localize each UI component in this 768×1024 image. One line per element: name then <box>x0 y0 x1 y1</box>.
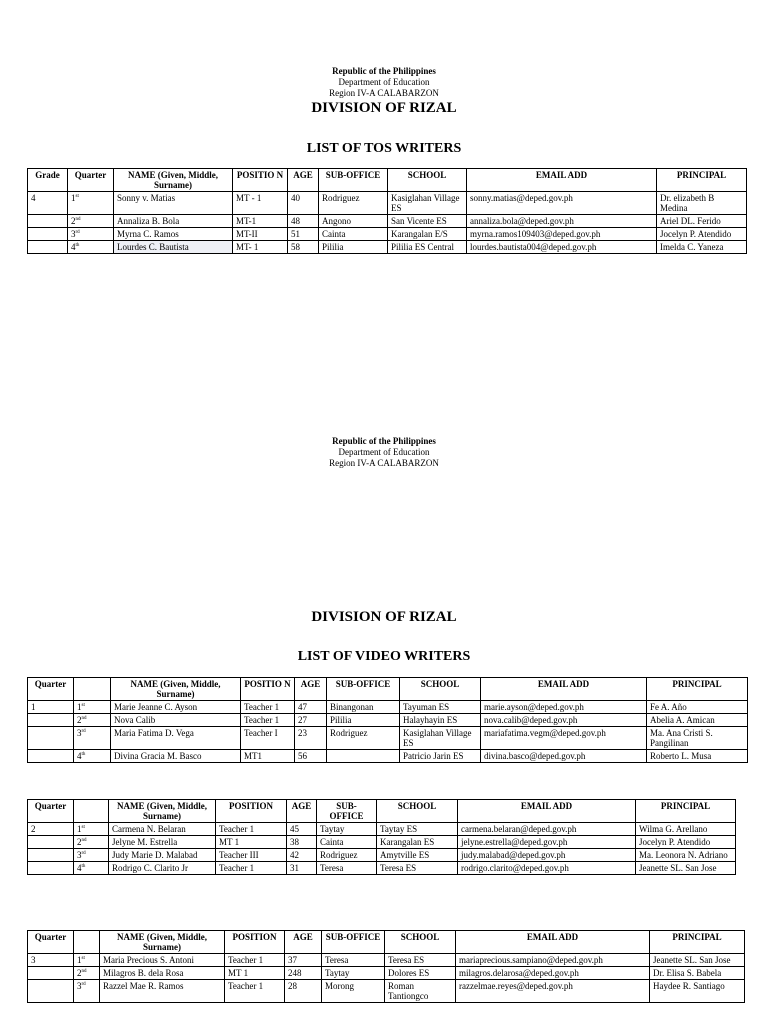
name-cell: Marie Jeanne C. Ayson <box>111 701 241 714</box>
column-header: PRINCIPAL <box>650 931 745 954</box>
video-writers-title: LIST OF VIDEO WRITERS <box>297 649 471 664</box>
age-cell: 48 <box>288 215 319 228</box>
quarter-number: 4 <box>77 863 82 873</box>
age-cell: 51 <box>288 228 319 241</box>
grade-cell <box>28 836 74 849</box>
column-header: POSITION <box>216 800 287 823</box>
sub-office-cell: Rodriguez <box>317 849 377 862</box>
column-header: SUB-OFFICE <box>317 800 377 823</box>
column-header: POSITION <box>225 931 285 954</box>
email-cell: razzelmae.reyes@deped.gov.ph <box>456 980 650 1003</box>
video-writers-table-grade1 <box>27 677 748 763</box>
table-header-row <box>28 800 736 823</box>
age-cell: 38 <box>287 836 317 849</box>
quarter-number: 3 <box>77 850 82 860</box>
quarter-number: 2 <box>77 715 82 725</box>
name-cell: Milagros B. dela Rosa <box>100 967 225 980</box>
sub-office-cell: Rodriguez <box>327 727 400 750</box>
column-header: PRINCIPAL <box>636 800 736 823</box>
age-cell: 58 <box>288 241 319 254</box>
grade-cell <box>28 849 74 862</box>
position-cell: Teacher 1 <box>225 954 285 967</box>
grade-cell: 4 <box>28 192 68 215</box>
ordinal-suffix: nd <box>75 217 81 222</box>
email-cell: divina.basco@deped.gov.ph <box>481 750 647 763</box>
table-header-row <box>28 931 745 954</box>
principal-cell: Haydee R. Santiago <box>650 980 745 1003</box>
column-header: NAME (Given, Middle, Surname) <box>114 169 233 192</box>
principal-cell: Jocelyn P. Atendido <box>636 836 736 849</box>
position-cell: MT 1 <box>225 967 285 980</box>
email-cell: milagros.delarosa@deped.gov.ph <box>456 967 650 980</box>
sub-office-cell: Pililia <box>319 241 388 254</box>
quarter-number: 3 <box>77 728 82 738</box>
table-row <box>28 241 747 254</box>
quarter-number: 1 <box>77 824 82 834</box>
quarter-cell <box>68 228 114 241</box>
quarter-number: 2 <box>71 216 76 226</box>
school-cell: Roman Tantiongco <box>385 980 456 1003</box>
sub-office-cell: Rodriguez <box>319 192 388 215</box>
quarter-cell <box>74 954 100 967</box>
table-row <box>28 823 736 836</box>
table-row <box>28 727 748 750</box>
principal-cell: Imelda C. Yaneza <box>657 241 747 254</box>
position-cell: MT 1 <box>216 836 287 849</box>
sub-office-cell: Angono <box>319 215 388 228</box>
tos-writers-table <box>27 168 747 254</box>
column-header: PRINCIPAL <box>657 169 747 192</box>
grade-cell <box>28 967 74 980</box>
quarter-cell <box>74 836 109 849</box>
quarter-cell <box>74 823 109 836</box>
school-cell: Halayhayin ES <box>400 714 481 727</box>
quarter-cell <box>68 192 114 215</box>
age-cell: 27 <box>295 714 327 727</box>
age-cell: 28 <box>285 980 322 1003</box>
quarter-cell <box>74 980 100 1003</box>
principal-cell: Dr. Elisa S. Babela <box>650 967 745 980</box>
sub-office-cell <box>327 750 400 763</box>
position-cell: Teacher 1 <box>241 714 295 727</box>
ordinal-suffix: nd <box>81 838 87 843</box>
ordinal-suffix: rd <box>75 230 80 235</box>
email-cell: lourdes.bautista004@deped.gov.ph <box>467 241 657 254</box>
grade-cell: 3 <box>28 954 74 967</box>
quarter-cell <box>74 714 111 727</box>
sub-office-cell: Taytay <box>317 823 377 836</box>
quarter-cell <box>74 727 111 750</box>
quarter-number: 2 <box>77 837 82 847</box>
table-header-row <box>28 169 747 192</box>
sub-office-cell: Cainta <box>319 228 388 241</box>
column-header: Quarter <box>68 169 114 192</box>
position-cell: Teacher I <box>241 727 295 750</box>
name-cell: Nova Calib <box>111 714 241 727</box>
table-row <box>28 701 748 714</box>
age-cell: 37 <box>285 954 322 967</box>
quarter-cell <box>74 862 109 875</box>
ordinal-suffix: rd <box>81 851 86 856</box>
ordinal-suffix: th <box>81 864 86 869</box>
column-header: Grade <box>28 169 68 192</box>
column-header: EMAIL ADD <box>467 169 657 192</box>
name-cell: Maria Fatima D. Vega <box>111 727 241 750</box>
table-row <box>28 714 748 727</box>
name-cell: Myrna C. Ramos <box>114 228 233 241</box>
republic-line: Republic of the Philippines <box>332 436 436 446</box>
position-cell: MT-II <box>233 228 288 241</box>
sub-office-cell: Cainta <box>317 836 377 849</box>
table-row <box>28 215 747 228</box>
table-row <box>28 967 745 980</box>
sub-office-cell: Teresa <box>322 954 385 967</box>
grade-cell <box>28 215 68 228</box>
email-cell: myrna.ramos109403@deped.gov.ph <box>467 228 657 241</box>
column-header: POSITIO N <box>233 169 288 192</box>
column-header: PRINCIPAL <box>647 678 748 701</box>
region-line: Region IV-A CALABARZON <box>329 458 439 468</box>
ordinal-suffix: th <box>75 243 80 248</box>
school-cell: Dolores ES <box>385 967 456 980</box>
tos-writers-title: LIST OF TOS WRITERS <box>306 141 462 156</box>
column-header: SUB-OFFICE <box>319 169 388 192</box>
email-cell: annaliza.bola@deped.gov.ph <box>467 215 657 228</box>
quarter-number: 1 <box>77 955 82 965</box>
document-header <box>0 66 768 117</box>
sub-office-cell: Teresa <box>317 862 377 875</box>
ordinal-suffix: st <box>81 956 85 961</box>
principal-cell: Jeanette SL. San Jose <box>650 954 745 967</box>
name-cell: Sonny v. Matias <box>114 192 233 215</box>
school-cell: Taytay ES <box>377 823 458 836</box>
email-cell: rodrigo.clarito@deped.gov.ph <box>458 862 636 875</box>
age-cell: 56 <box>295 750 327 763</box>
age-cell: 45 <box>287 823 317 836</box>
principal-cell: Jocelyn P. Atendido <box>657 228 747 241</box>
quarter-number: 3 <box>71 229 76 239</box>
table-row <box>28 954 745 967</box>
principal-cell: Roberto L. Musa <box>647 750 748 763</box>
ordinal-suffix: th <box>81 752 86 757</box>
email-cell: nova.calib@deped.gov.ph <box>481 714 647 727</box>
name-cell: Rodrigo C. Clarito Jr <box>109 862 216 875</box>
school-cell: Karangalan E/S <box>388 228 467 241</box>
email-cell: jelyne.estrella@deped.gov.ph <box>458 836 636 849</box>
table-row <box>28 228 747 241</box>
principal-cell: Abelia A. Amican <box>647 714 748 727</box>
position-cell: MT- 1 <box>233 241 288 254</box>
ordinal-suffix: rd <box>81 982 86 987</box>
name-cell: Annaliza B. Bola <box>114 215 233 228</box>
sub-office-cell: Binangonan <box>327 701 400 714</box>
column-header: SCHOOL <box>388 169 467 192</box>
video-writers-table-grade2 <box>27 799 736 875</box>
quarter-number: 4 <box>77 751 82 761</box>
school-cell: San Vicente ES <box>388 215 467 228</box>
republic-line: Republic of the Philippines <box>332 66 436 76</box>
name-cell: Maria Precious S. Antoni <box>100 954 225 967</box>
grade-cell <box>28 228 68 241</box>
age-cell: 248 <box>285 967 322 980</box>
column-header: NAME (Given, Middle, Surname) <box>109 800 216 823</box>
sub-office-cell: Pililia <box>327 714 400 727</box>
department-line: Department of Education <box>338 447 430 457</box>
column-header: EMAIL ADD <box>481 678 647 701</box>
quarter-number: 4 <box>71 242 76 252</box>
principal-cell: Fe A. Año <box>647 701 748 714</box>
column-header: NAME (Given, Middle, Surname) <box>100 931 225 954</box>
school-cell: Pililia ES Central <box>388 241 467 254</box>
column-header: NAME (Given, Middle, Surname) <box>111 678 241 701</box>
column-header: AGE <box>295 678 327 701</box>
principal-cell: Wilma G. Arellano <box>636 823 736 836</box>
column-header: POSITIO N <box>241 678 295 701</box>
table-row <box>28 836 736 849</box>
table-row <box>28 192 747 215</box>
column-header: EMAIL ADD <box>458 800 636 823</box>
email-cell: carmena.belaran@deped.gov.ph <box>458 823 636 836</box>
principal-cell: Jeanette SL. San Jose <box>636 862 736 875</box>
quarter-number: 3 <box>77 981 82 991</box>
quarter-number: 1 <box>71 193 76 203</box>
quarter-cell <box>68 215 114 228</box>
school-cell: Kasiglahan Village ES <box>400 727 481 750</box>
quarter-cell <box>74 849 109 862</box>
name-cell: Judy Marie D. Malabad <box>109 849 216 862</box>
column-header: SCHOOL <box>385 931 456 954</box>
quarter-cell <box>74 750 111 763</box>
name-cell: Jelyne M. Estrella <box>109 836 216 849</box>
table-row <box>28 849 736 862</box>
school-cell: Tayuman ES <box>400 701 481 714</box>
grade-cell <box>28 714 74 727</box>
table-row <box>28 980 745 1003</box>
grade-cell <box>28 727 74 750</box>
position-cell: Teacher III <box>216 849 287 862</box>
table-row <box>28 862 736 875</box>
column-header: AGE <box>287 800 317 823</box>
sub-office-cell: Morong <box>322 980 385 1003</box>
division-title: DIVISION OF RIZAL <box>311 100 457 116</box>
school-cell: Kasiglahan Village ES <box>388 192 467 215</box>
grade-cell: 1 <box>28 701 74 714</box>
grade-cell <box>28 750 74 763</box>
principal-cell: Ma. Ana Cristi S. Pangilinan <box>647 727 748 750</box>
email-cell: mariafatima.vegm@deped.gov.ph <box>481 727 647 750</box>
position-cell: MT1 <box>241 750 295 763</box>
ordinal-suffix: st <box>75 194 79 199</box>
name-cell: Razzel Mae R. Ramos <box>100 980 225 1003</box>
column-header: AGE <box>285 931 322 954</box>
position-cell: Teacher 1 <box>241 701 295 714</box>
column-header: EMAIL ADD <box>456 931 650 954</box>
ordinal-suffix: st <box>81 703 85 708</box>
age-cell: 23 <box>295 727 327 750</box>
email-cell: mariaprecious.sampiano@deped.gov.ph <box>456 954 650 967</box>
quarter-cell <box>68 241 114 254</box>
school-cell: Teresa ES <box>385 954 456 967</box>
column-header: SCHOOL <box>400 678 481 701</box>
quarter-number: 2 <box>77 968 82 978</box>
column-header: Quarter <box>28 678 74 701</box>
age-cell: 42 <box>287 849 317 862</box>
table-row <box>28 750 748 763</box>
position-cell: MT - 1 <box>233 192 288 215</box>
document-header-2 <box>0 436 768 469</box>
position-cell: Teacher 1 <box>225 980 285 1003</box>
sub-office-cell: Taytay <box>322 967 385 980</box>
position-cell: MT-1 <box>233 215 288 228</box>
column-header: Quarter <box>28 931 74 954</box>
column-header: SUB-OFFICE <box>327 678 400 701</box>
column-header <box>74 800 109 823</box>
email-cell: sonny.matias@deped.gov.ph <box>467 192 657 215</box>
grade-cell: 2 <box>28 823 74 836</box>
quarter-number: 1 <box>77 702 82 712</box>
school-cell: Teresa ES <box>377 862 458 875</box>
column-header: SCHOOL <box>377 800 458 823</box>
position-cell: Teacher 1 <box>216 862 287 875</box>
email-cell: marie.ayson@deped.gov.ph <box>481 701 647 714</box>
grade-cell <box>28 862 74 875</box>
quarter-cell <box>74 967 100 980</box>
ordinal-suffix: st <box>81 825 85 830</box>
name-cell: Lourdes C. Bautista <box>114 241 233 254</box>
column-header: AGE <box>288 169 319 192</box>
table-header-row <box>28 678 748 701</box>
department-line: Department of Education <box>338 77 430 87</box>
column-header <box>74 678 111 701</box>
school-cell: Karangalan ES <box>377 836 458 849</box>
quarter-cell <box>74 701 111 714</box>
principal-cell: Ma. Leonora N. Adriano <box>636 849 736 862</box>
region-line: Region IV-A CALABARZON <box>329 88 439 98</box>
age-cell: 31 <box>287 862 317 875</box>
ordinal-suffix: nd <box>81 969 87 974</box>
ordinal-suffix: nd <box>81 716 87 721</box>
school-cell: Amytville ES <box>377 849 458 862</box>
name-cell: Carmena N. Belaran <box>109 823 216 836</box>
column-header: SUB-OFFICE <box>322 931 385 954</box>
video-writers-table-grade3 <box>27 930 745 1003</box>
name-cell: Divina Gracia M. Basco <box>111 750 241 763</box>
column-header <box>74 931 100 954</box>
principal-cell: Ariel DL. Ferido <box>657 215 747 228</box>
email-cell: judy.malabad@deped.gov.ph <box>458 849 636 862</box>
grade-cell <box>28 241 68 254</box>
school-cell: Patricio Jarin ES <box>400 750 481 763</box>
age-cell: 47 <box>295 701 327 714</box>
position-cell: Teacher 1 <box>216 823 287 836</box>
column-header: Quarter <box>28 800 74 823</box>
age-cell: 40 <box>288 192 319 215</box>
principal-cell: Dr. elizabeth B Medina <box>657 192 747 215</box>
grade-cell <box>28 980 74 1003</box>
division-title-2: DIVISION OF RIZAL <box>311 609 457 625</box>
ordinal-suffix: rd <box>81 729 86 734</box>
